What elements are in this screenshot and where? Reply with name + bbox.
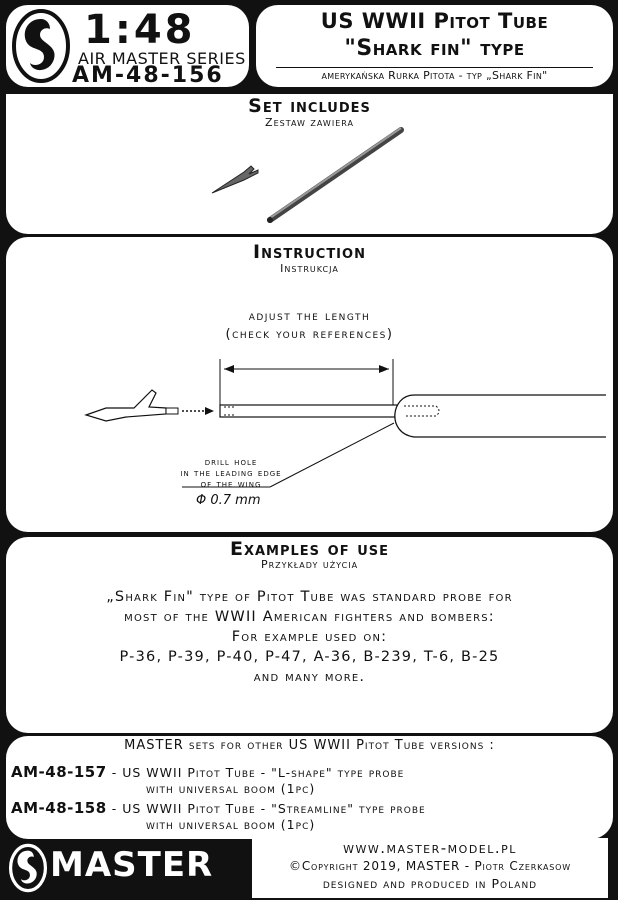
product-subtitle-pl: amerykańska Rurka Pitota - typ „Shark Fin" [321,69,548,82]
product-title-line1: US WWII Pitot Tube [320,9,549,33]
other-sets-panel [6,736,613,839]
other-set-item [11,798,426,817]
instruction-diagram [6,237,613,532]
examples-subtitle: Przykłady użycia [260,558,359,571]
drill-hole-line3: of the wing [200,478,262,490]
footer-info [252,838,608,898]
boom-tube-part [267,128,401,223]
examples-line: most of the WWII American fighters and bombers: [124,609,495,625]
diameter-label: Φ 0.7 mm [196,493,261,508]
instruction-title: Instruction [253,241,366,263]
aircraft-list: P-36, P-39, P-40, P-47, A-36, B-239, T-6, B-25 [119,649,500,665]
product-title-line2: "Shark fin" type [344,36,525,61]
other-set-item [11,762,404,781]
header-title-panel [256,5,613,87]
instruction-subtitle: Instrukcja [280,262,339,275]
other-set-desc-line2: with universal boom (1pc) [146,817,316,832]
header-logo-panel [6,5,249,87]
other-set-code: AM-48-158 [11,799,107,817]
drill-hole-line1: drill hole [204,456,258,468]
examples-panel [6,537,613,733]
master-logo-icon [8,842,48,894]
title-divider [276,67,593,68]
set-includes-subtitle: Zestaw zawiera [265,116,354,129]
master-logo-icon [10,7,72,85]
other-set-desc: - US WWII Pitot Tube - "L-shape" type probe [111,765,405,780]
instruction-panel [6,237,613,532]
series-label: AIR MASTER SERIES [78,49,246,68]
other-sets-heading: MASTER sets for other US WWII Pitot Tube versions : [124,738,495,753]
other-set-desc: - US WWII Pitot Tube - "Streamline" type probe [111,801,426,816]
brand-wordmark: MASTER [50,845,214,885]
adjust-length-line1: adjust the length [248,309,371,324]
website-link[interactable]: www.master-model.pl [343,839,517,857]
set-includes-title: Set includes [248,95,371,117]
product-code: AM-48-156 [72,63,224,88]
parts-illustration [6,94,613,234]
set-includes-panel [6,94,613,234]
other-set-code: AM-48-157 [11,763,107,781]
produced-line: designed and produced in Poland [322,876,538,891]
examples-title: Examples of use [229,538,389,560]
drill-hole-line2: in the leading edge [180,467,282,479]
probe-tip-part [212,166,258,193]
copyright-line: ©Copyright 2019, MASTER - Piotr Czerkasow [289,859,571,873]
footer [0,840,618,900]
examples-line: and many more. [253,669,366,685]
drill-hole-note [156,457,306,490]
other-set-desc-line2: with universal boom (1pc) [146,781,316,796]
scale-label: 1:48 [84,7,196,53]
examples-line: For example used on: [231,629,388,645]
examples-line: „Shark Fin" type of Pitot Tube was standard probe for [106,589,513,605]
adjust-length-line2: (check your references) [225,327,394,342]
